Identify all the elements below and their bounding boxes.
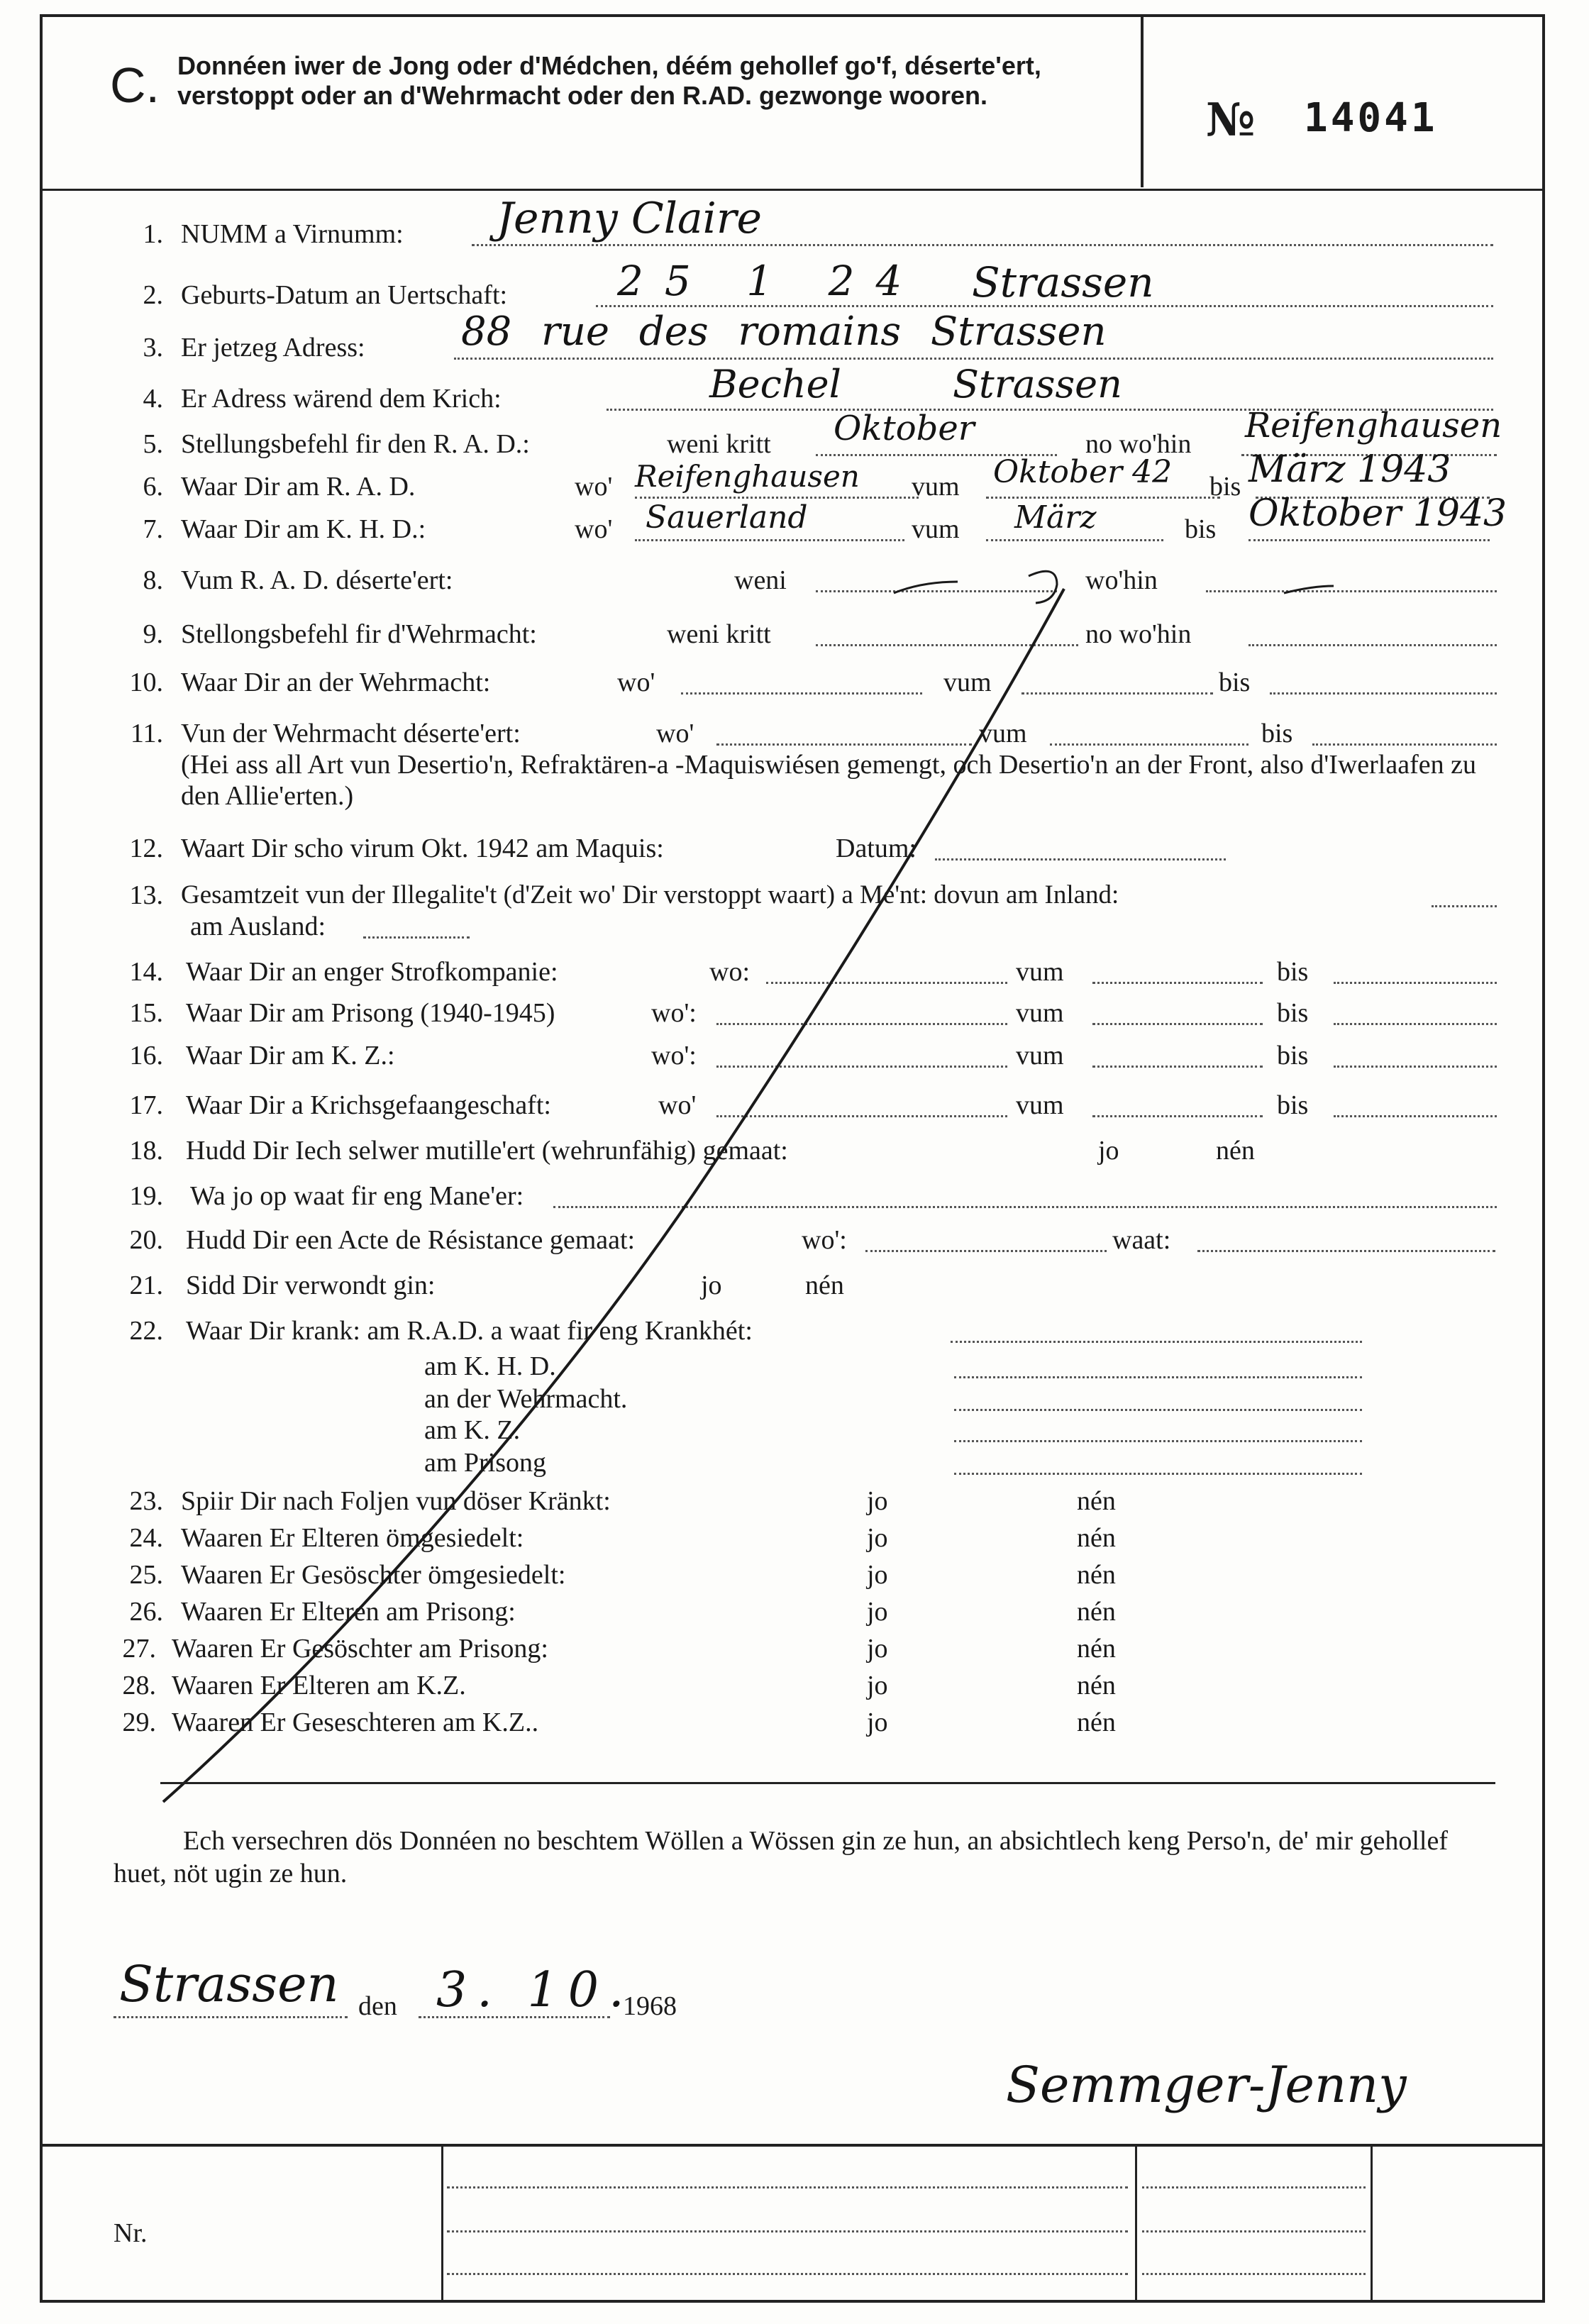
weni-label: weni xyxy=(734,565,787,595)
jo-option[interactable]: jo xyxy=(867,1523,888,1553)
section-letter: C. xyxy=(110,57,160,113)
ausland-label: am Ausland: xyxy=(190,912,326,941)
row-label: Waart Dir scho virum Okt. 1942 am Maquis: xyxy=(181,834,664,863)
bottom-table-divider-3 xyxy=(1371,2145,1373,2300)
wo-label: wo' xyxy=(656,719,694,748)
row-number: 15. xyxy=(129,998,163,1028)
sub-item-prisong: am Prisong xyxy=(424,1448,547,1478)
nen-option[interactable]: nén xyxy=(1077,1486,1116,1516)
bis-label: bis xyxy=(1209,472,1241,502)
nr-label: Nr. xyxy=(114,2218,148,2248)
wo-label: wo' xyxy=(658,1090,697,1120)
row-label: Waar Dir am Prisong (1940-1945) xyxy=(186,998,555,1028)
jo-option[interactable]: jo xyxy=(867,1597,888,1627)
bis-label: bis xyxy=(1219,668,1251,697)
wohin-label: wo'hin xyxy=(1085,565,1158,595)
row-label: Waar Dir am K. H. D.: xyxy=(181,514,426,544)
sub-item-khd: am K. H. D. xyxy=(424,1351,556,1381)
bis-label: bis xyxy=(1277,957,1309,987)
declaration-text: Ech versechren dös Donnéen no beschtem Wöllen a Wössen gin ze hun, an absichtlech keng Perso'n, de' mir gehollef huet, nöt ugin ze hun. xyxy=(114,1826,1448,1888)
row-number: 4. xyxy=(143,384,163,414)
row-label: Stellungsbefehl fir den R. A. D.: xyxy=(181,429,530,459)
row-number: 27. xyxy=(122,1634,156,1664)
handwritten-khd-place: Sauerland xyxy=(646,499,808,536)
row-label: Sidd Dir verwondt gin: xyxy=(186,1271,436,1300)
row-label: Waaren Er Gesöschter ömgesiedelt: xyxy=(181,1560,566,1590)
row-label: Waar Dir krank: am R.A.D. a waat fir eng Krankhét: xyxy=(186,1316,753,1346)
row-number: 10. xyxy=(129,668,163,697)
handwritten-rad-order-place: Reifenghausen xyxy=(1245,406,1502,446)
row-number: 2. xyxy=(143,280,163,310)
row-number: 21. xyxy=(129,1271,163,1300)
bottom-table-divider-1 xyxy=(441,2145,443,2300)
row-label: Waar Dir am K. Z.: xyxy=(186,1041,395,1070)
row-number: 8. xyxy=(143,565,163,595)
vum-label: vum xyxy=(979,719,1027,748)
bis-label: bis xyxy=(1261,719,1293,748)
jo-option[interactable]: jo xyxy=(867,1671,888,1700)
row-number: 9. xyxy=(143,619,163,649)
row-label: Wa jo op waat fir eng Mane'er: xyxy=(190,1181,524,1211)
row-number: 25. xyxy=(129,1560,163,1590)
vum-label: vum xyxy=(912,472,960,502)
handwritten-war-address: Bechel Strassen xyxy=(709,362,1122,406)
vum-label: vum xyxy=(1016,957,1064,987)
row-number: 18. xyxy=(129,1136,163,1166)
row-number: 5. xyxy=(143,429,163,459)
row-number: 19. xyxy=(129,1181,163,1211)
waat-label: waat: xyxy=(1112,1225,1171,1255)
row-number: 16. xyxy=(129,1041,163,1070)
jo-option[interactable]: jo xyxy=(701,1271,722,1300)
jo-option[interactable]: jo xyxy=(867,1634,888,1664)
fill-line xyxy=(114,2016,348,2018)
row-number: 12. xyxy=(129,834,163,863)
row-label: Stellongsbefehl fir d'Wehrmacht: xyxy=(181,619,537,649)
row-number: 3. xyxy=(143,333,163,363)
row-number: 6. xyxy=(143,472,163,502)
form-number: 14041 xyxy=(1304,95,1438,141)
fill-line xyxy=(1142,2186,1366,2189)
jo-option[interactable]: jo xyxy=(1098,1136,1119,1166)
vum-label: vum xyxy=(1016,1041,1064,1070)
sub-item-wehrmacht: an der Wehrmacht. xyxy=(424,1384,628,1414)
row-label: Waaren Er Geseschteren am K.Z.. xyxy=(172,1708,539,1737)
nen-option[interactable]: nén xyxy=(1077,1560,1116,1590)
form-header-text: Donnéen iwer de Jong oder d'Médchen, déém gehollef go'f, déserte'ert, verstoppt oder an d'Wehrmacht oder den R.AD. gezwonge wooren. xyxy=(177,51,1041,110)
row-number: 28. xyxy=(122,1671,156,1700)
row-label: Er Adress wärend dem Krich: xyxy=(181,384,502,414)
year-label: 1968 xyxy=(623,1991,677,2021)
vum-label: vum xyxy=(943,668,992,697)
jo-option[interactable]: jo xyxy=(867,1708,888,1737)
row-label: Waaren Er Elteren am K.Z. xyxy=(172,1671,466,1700)
row-11-note: (Hei ass all Art vun Desertio'n, Refraktären-a -Maquiswiésen gemengt, och Desertio'n an der Front, also d'Iwerlaafen zu den Allie'erten.) xyxy=(181,750,1476,811)
row-number: 26. xyxy=(129,1597,163,1627)
nen-option[interactable]: nén xyxy=(1216,1136,1255,1166)
handwritten-rad-until: März 1943 xyxy=(1248,448,1451,491)
wo-label: wo': xyxy=(651,998,697,1028)
row-label: Er jetzeg Adress: xyxy=(181,333,365,363)
wohin-label: no wo'hin xyxy=(1085,619,1192,649)
bis-label: bis xyxy=(1185,514,1217,544)
jo-option[interactable]: jo xyxy=(867,1560,888,1590)
bottom-table-divider-2 xyxy=(1135,2145,1137,2300)
weni-label: weni kritt xyxy=(667,429,771,459)
row-number: 17. xyxy=(129,1090,163,1120)
wohin-label: no wo'hin xyxy=(1085,429,1192,459)
row-number: 1. xyxy=(143,219,163,249)
row-label: Waar Dir an der Wehrmacht: xyxy=(181,668,491,697)
wo-label: wo: xyxy=(709,957,750,987)
handwritten-rad-from: Oktober 42 xyxy=(993,454,1173,490)
sub-item-kz: am K. Z. xyxy=(424,1415,521,1445)
row-number: 23. xyxy=(129,1486,163,1516)
row-label: Waar Dir an enger Strofkompanie: xyxy=(186,957,558,987)
fill-line xyxy=(447,2273,1128,2275)
declaration-rule xyxy=(160,1782,1495,1784)
handwritten-rad-order-date: Oktober xyxy=(834,409,975,448)
bis-label: bis xyxy=(1277,1041,1309,1070)
row-number: 7. xyxy=(143,514,163,544)
nen-option[interactable]: nén xyxy=(1077,1597,1116,1627)
vum-label: vum xyxy=(1016,1090,1064,1120)
fill-line xyxy=(447,2230,1128,2232)
row-number: 11. xyxy=(130,719,163,748)
handwritten-place: Strassen xyxy=(119,1955,339,2013)
row-label: Vun der Wehrmacht déserte'ert: xyxy=(181,719,521,748)
row-label: NUMM a Virnumm: xyxy=(181,219,404,249)
row-number: 22. xyxy=(129,1316,163,1346)
row-label: Vum R. A. D. déserte'ert: xyxy=(181,565,453,595)
handwritten-khd-from: März xyxy=(1014,499,1097,536)
row-number: 29. xyxy=(122,1708,156,1737)
row-label: Waar Dir am R. A. D. xyxy=(181,472,416,502)
wo-label: wo' xyxy=(575,514,613,544)
row-label: Hudd Dir een Acte de Résistance gemaat: xyxy=(186,1225,636,1255)
nen-option[interactable]: nén xyxy=(1077,1671,1116,1700)
handwritten-date: 3. 10. xyxy=(436,1962,634,2018)
nen-option[interactable]: nén xyxy=(805,1271,844,1300)
row-label: Waar Dir a Krichsgefaangeschaft: xyxy=(186,1090,551,1120)
wo-label: wo': xyxy=(802,1225,847,1255)
wo-label: wo': xyxy=(651,1041,697,1070)
fill-line xyxy=(1142,2230,1366,2232)
handwritten-khd-until: Oktober 1943 xyxy=(1248,492,1507,535)
nen-option[interactable]: nén xyxy=(1077,1634,1116,1664)
bis-label: bis xyxy=(1277,998,1309,1028)
bis-label: bis xyxy=(1277,1090,1309,1120)
handwritten-birth-place: Strassen xyxy=(972,258,1154,306)
datum-label: Datum: xyxy=(836,834,917,863)
den-label: den xyxy=(358,1991,397,2021)
row-label: Hudd Dir Iech selwer mutille'ert (wehrunfähig) gemaat: xyxy=(186,1136,788,1166)
row-label: Waaren Er Gesöschter am Prisong: xyxy=(172,1634,548,1664)
row-number: 20. xyxy=(129,1225,163,1255)
row-number: 14. xyxy=(129,957,163,987)
row-number: 24. xyxy=(129,1523,163,1553)
row-label: Spiir Dir nach Foljen vun döser Kränkt: xyxy=(181,1486,611,1516)
row-label: Waaren Er Elteren ömgesiedelt: xyxy=(181,1523,524,1553)
fill-line xyxy=(1142,2273,1366,2275)
vum-label: vum xyxy=(1016,998,1064,1028)
wo-label: wo' xyxy=(575,472,613,502)
nen-option[interactable]: nén xyxy=(1077,1523,1116,1553)
vum-label: vum xyxy=(912,514,960,544)
nen-option[interactable]: nén xyxy=(1077,1708,1116,1737)
wo-label: wo' xyxy=(617,668,655,697)
handwritten-name: Jenny Claire xyxy=(497,194,763,243)
handwritten-birth-date: 25 1 24 xyxy=(617,257,924,305)
row-label: Gesamtzeit vun der Illegalite't (d'Zeit wo' Dir verstoppt waart) a Me'nt: dovun am Inland: xyxy=(181,880,1119,909)
row-number: 13. xyxy=(129,880,163,910)
fill-line xyxy=(447,2186,1128,2189)
bottom-table-top-rule xyxy=(43,2144,1542,2147)
signature: Semmger-Jenny xyxy=(1006,2056,1407,2114)
handwritten-rad-place: Reifenghausen xyxy=(635,459,860,494)
jo-option[interactable]: jo xyxy=(867,1486,888,1516)
weni-label: weni kritt xyxy=(667,619,771,649)
row-label: Waaren Er Elteren am Prisong: xyxy=(181,1597,516,1627)
number-symbol: № xyxy=(1206,94,1256,147)
handwritten-current-address: 88 rue des romains Strassen xyxy=(461,309,1107,355)
row-label: Geburts-Datum an Uertschaft: xyxy=(181,280,508,310)
